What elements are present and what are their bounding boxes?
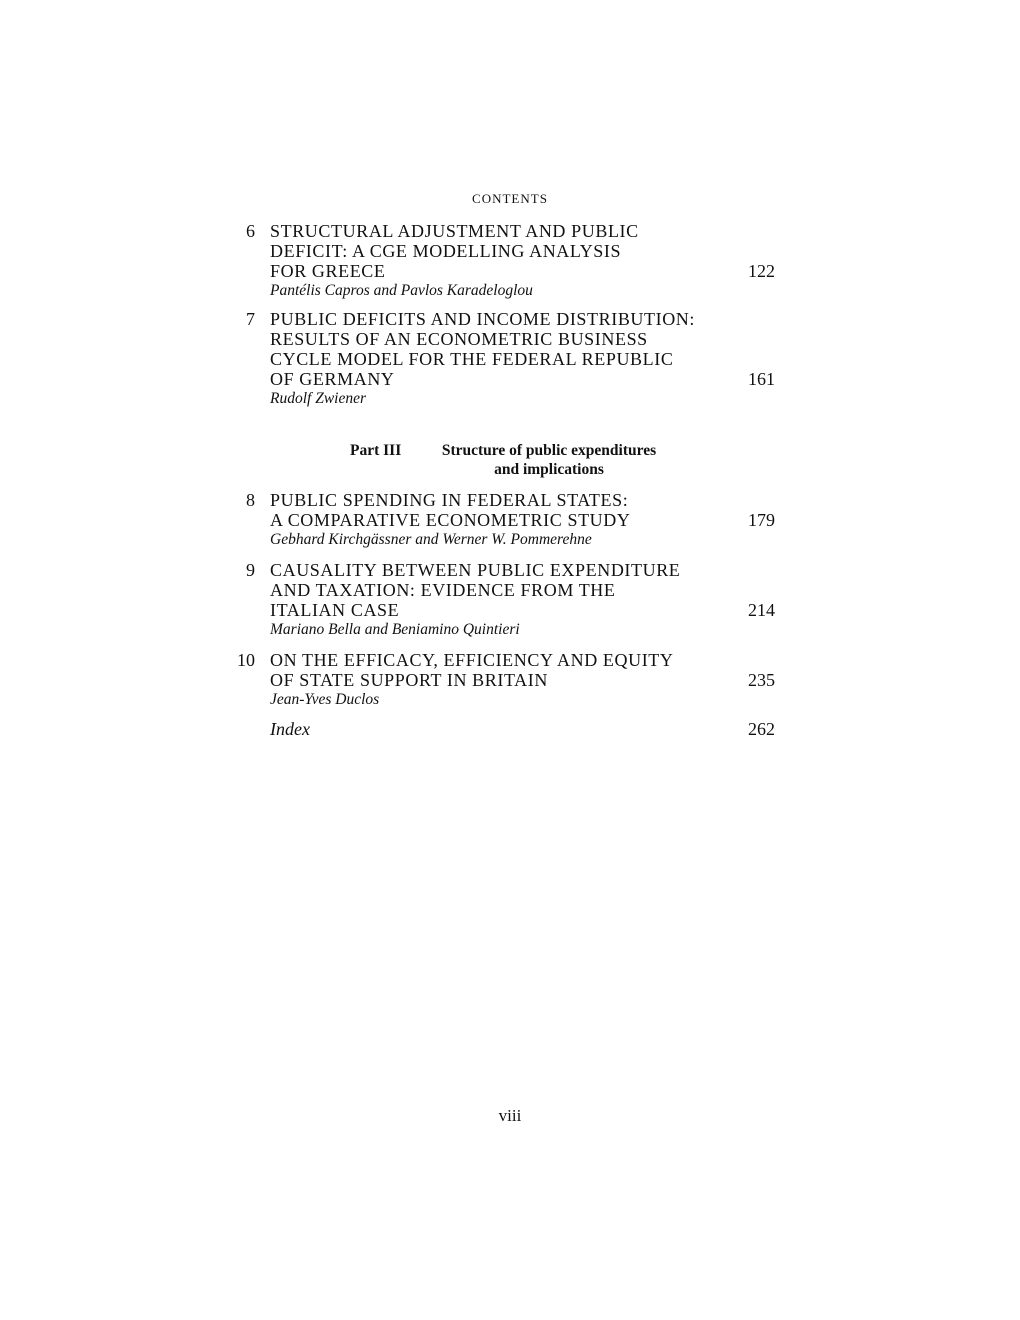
chapter-page-number: 179 <box>748 510 775 530</box>
chapter-authors: Gebhard Kirchgässner and Werner W. Pommerehne <box>270 531 592 548</box>
chapter-title-line: RESULTS OF AN ECONOMETRIC BUSINESS <box>270 329 648 349</box>
chapter-number: 7 <box>246 309 255 329</box>
chapter-body <box>270 309 775 409</box>
running-head: CONTENTS <box>472 191 548 206</box>
chapter-title-line: STRUCTURAL ADJUSTMENT AND PUBLIC <box>270 221 639 241</box>
part-title-line: Structure of public expenditures <box>441 442 657 459</box>
chapter-number: 9 <box>246 560 255 580</box>
part-title-line: and implications <box>494 461 604 478</box>
chapter-title-line: PUBLIC SPENDING IN FEDERAL STATES: <box>270 490 629 510</box>
chapter-page-number: 214 <box>748 600 775 620</box>
chapter-body <box>270 560 775 640</box>
chapter-number: 6 <box>246 221 255 241</box>
chapter-page-number: 122 <box>748 261 775 281</box>
chapter-authors: Rudolf Zwiener <box>270 390 367 407</box>
chapter-title-line: DEFICIT: A CGE MODELLING ANALYSIS <box>270 241 622 261</box>
chapter-body <box>270 650 775 710</box>
chapter-page-number: 235 <box>748 670 775 690</box>
toc-entry-index <box>270 719 775 739</box>
chapter-number: 10 <box>237 650 255 670</box>
chapter-authors: Mariano Bella and Beniamino Quintieri <box>270 621 520 638</box>
chapter-authors: Jean-Yves Duclos <box>270 691 380 708</box>
chapter-title-line: ON THE EFFICACY, EFFICIENCY AND EQUITY <box>270 650 674 670</box>
index-label: Index <box>270 719 310 739</box>
part-title <box>424 441 674 479</box>
chapter-title-line: AND TAXATION: EVIDENCE FROM THE <box>270 580 616 600</box>
chapter-title-line: FOR GREECE 122 <box>270 261 775 281</box>
chapter-title-line: A COMPARATIVE ECONOMETRIC STUDY 179 <box>270 510 775 530</box>
chapter-body <box>270 221 775 301</box>
chapter-authors: Pantélis Capros and Pavlos Karadeloglou <box>270 282 533 299</box>
chapter-title-line: OF STATE SUPPORT IN BRITAIN 235 <box>270 670 775 690</box>
page-folio: viii <box>498 1106 522 1125</box>
part-label: Part III <box>350 442 402 459</box>
chapter-title-line: CYCLE MODEL FOR THE FEDERAL REPUBLIC <box>270 349 674 369</box>
chapter-title-line: PUBLIC DEFICITS AND INCOME DISTRIBUTION: <box>270 309 696 329</box>
chapter-page-number: 161 <box>748 369 775 389</box>
chapter-body <box>270 490 775 550</box>
chapter-title-line: ITALIAN CASE 214 <box>270 600 775 620</box>
chapter-title-line: CAUSALITY BETWEEN PUBLIC EXPENDITURE <box>270 560 681 580</box>
chapter-number: 8 <box>246 490 255 510</box>
index-page-number: 262 <box>748 719 775 739</box>
chapter-title-line: OF GERMANY 161 <box>270 369 775 389</box>
